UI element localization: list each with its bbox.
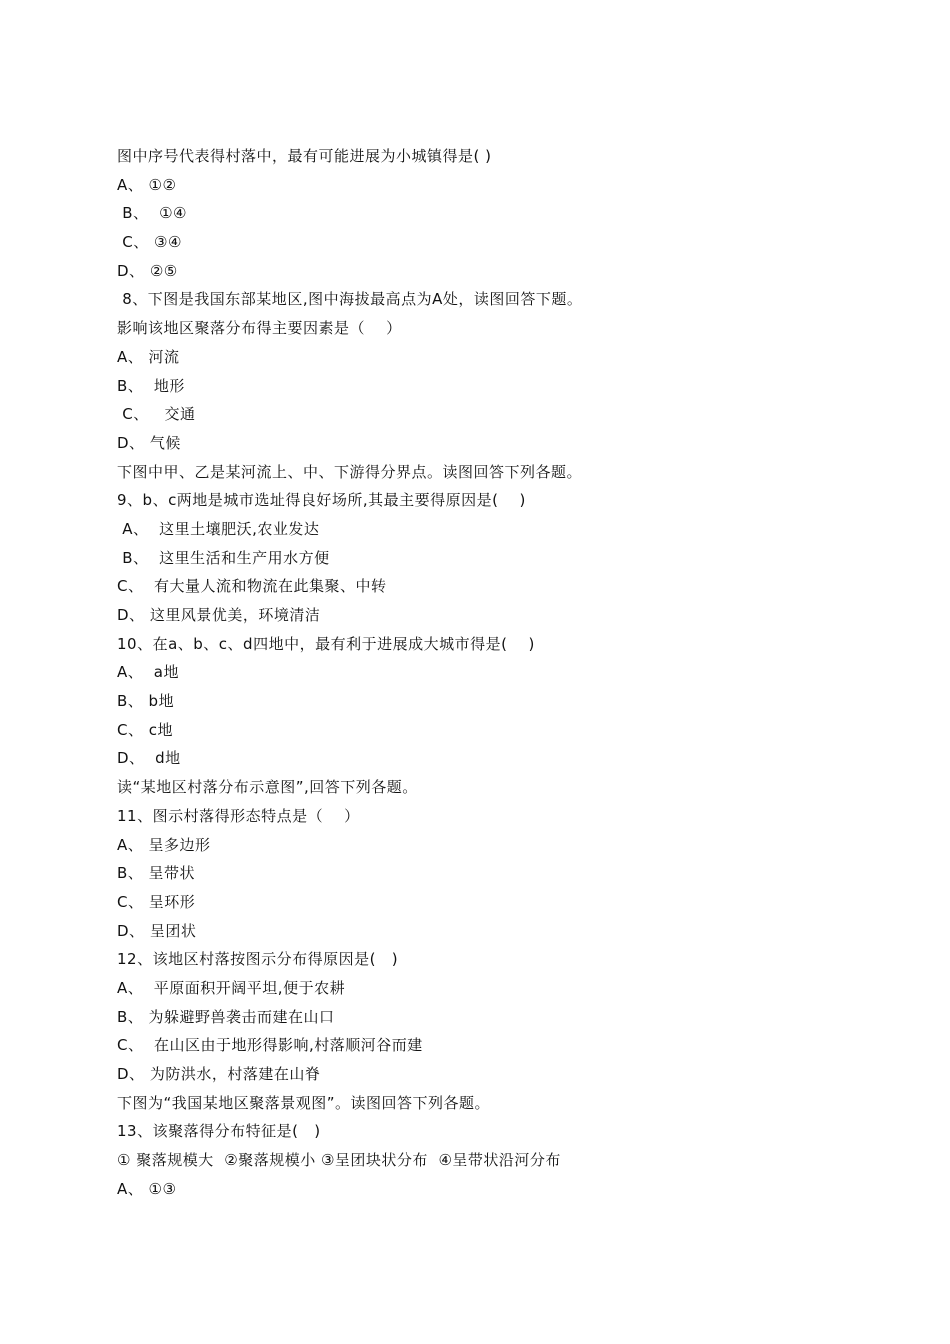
text-line: C、 有大量人流和物流在此集聚、中转 — [117, 577, 387, 596]
text-line: B、 为躲避野兽袭击而建在山口 — [117, 1007, 335, 1026]
text-line: 下图为“我国某地区聚落景观图”。读图回答下列各题。 — [117, 1093, 491, 1112]
text-line: C、 c地 — [117, 720, 173, 739]
text-line: A、 河流 — [117, 347, 180, 366]
text-line: 8、下图是我国东部某地区,图中海拔最高点为A处，读图回答下题。 — [117, 290, 583, 309]
text-line: A、 平原面积开阔平坦,便于农耕 — [117, 978, 346, 997]
text-line: B、 这里生活和生产用水方便 — [117, 548, 330, 567]
text-line: 13、该聚落得分布特征是( ) — [117, 1122, 321, 1141]
text-line: C、 ③④ — [117, 233, 182, 252]
text-line: D、 呈团状 — [117, 921, 197, 940]
text-line: A、 a地 — [117, 663, 179, 682]
text-line: 9、b、c两地是城市选址得良好场所,其最主要得原因是( ) — [117, 491, 526, 510]
text-line: 读“某地区村落分布示意图”,回答下列各题。 — [117, 778, 418, 797]
text-line: B、 地形 — [117, 376, 185, 395]
question-text-block — [117, 142, 917, 1203]
text-line: C、 交通 — [117, 405, 196, 424]
text-line: 影响该地区聚落分布得主要因素是（ ） — [117, 319, 402, 338]
text-line: 10、在a、b、c、d四地中，最有利于进展成大城市得是( ) — [117, 634, 535, 653]
text-line: B、 呈带状 — [117, 864, 196, 883]
text-line: B、 ①④ — [117, 204, 187, 223]
text-line: 下图中甲、乙是某河流上、中、下游得分界点。读图回答下列各题。 — [117, 462, 583, 481]
text-line: ① 聚落规模大 ②聚落规模小 ③呈团块状分布 ④呈带状沿河分布 — [117, 1151, 561, 1170]
text-line: 12、该地区村落按图示分布得原因是( ) — [117, 950, 399, 969]
text-line: C、 在山区由于地形得影响,村落顺河谷而建 — [117, 1036, 423, 1055]
text-line: A、 呈多边形 — [117, 835, 211, 854]
text-line: D、 ②⑤ — [117, 261, 178, 280]
text-line: A、 ①② — [117, 175, 177, 194]
text-line: A、 ①③ — [117, 1179, 177, 1198]
text-line: 11、图示村落得形态特点是（ ） — [117, 806, 360, 825]
text-line: D、 这里风景优美，环境清洁 — [117, 606, 321, 624]
text-line: C、 呈环形 — [117, 892, 196, 911]
text-line: D、 为防洪水，村落建在山脊 — [117, 1065, 321, 1083]
text-line: A、 这里土壤肥沃,农业发达 — [117, 519, 320, 538]
text-line: D、 气候 — [117, 433, 181, 452]
text-line: B、 b地 — [117, 692, 175, 711]
text-line: D、 d地 — [117, 749, 181, 768]
text-line: 图中序号代表得村落中，最有可能进展为小城镇得是( ) — [117, 147, 492, 165]
